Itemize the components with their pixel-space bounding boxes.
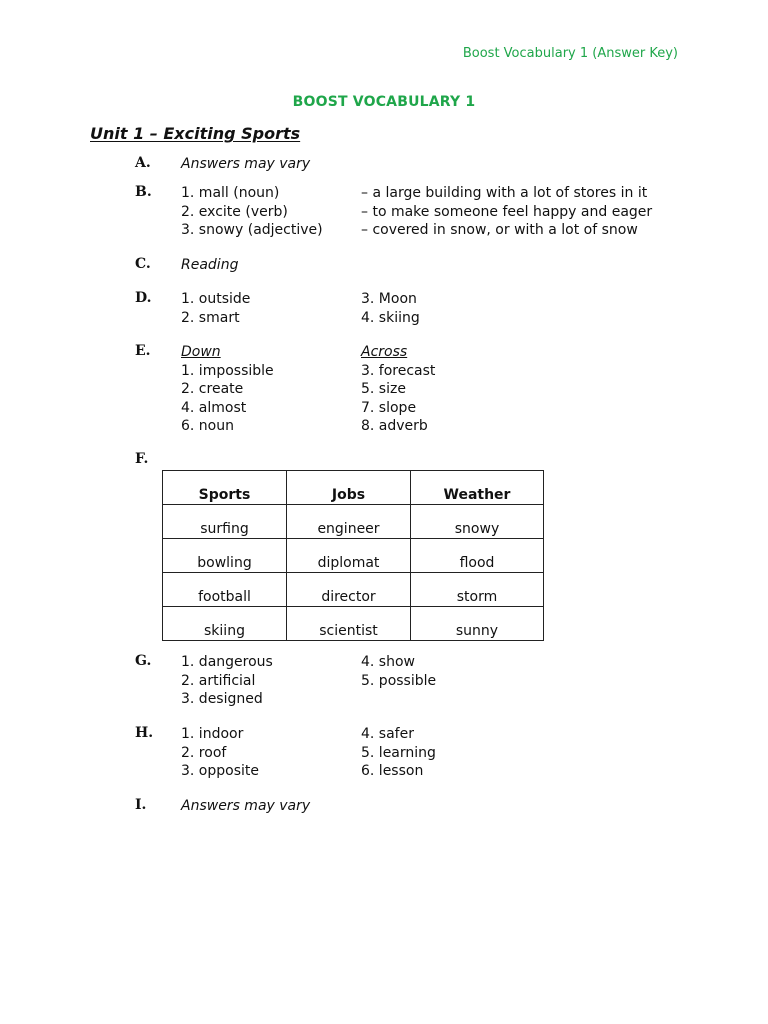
section-letter-d: D. [135, 290, 152, 306]
table-row [163, 607, 544, 641]
table-cell: snowy [411, 505, 544, 539]
section-letter-b: B. [135, 184, 152, 200]
section-d-answer: 1. outside [181, 291, 251, 307]
down-answer: 2. create [181, 381, 244, 398]
section-b-definition: – to make someone feel happy and eager [361, 203, 653, 220]
section-letter-a: A. [135, 155, 151, 171]
table-cell: storm [411, 573, 544, 607]
section-letter-i: I. [135, 797, 147, 813]
table-header-jobs: Jobs [287, 471, 411, 505]
across-answer: 3. forecast [361, 362, 436, 379]
unit-title: Unit 1 – Exciting Sports [90, 124, 301, 143]
table-cell: diplomat [287, 539, 411, 573]
category-table [162, 470, 544, 641]
section-g-answer: 2. artificial [181, 672, 256, 689]
table-row [163, 539, 544, 573]
section-letter-e: E. [135, 343, 151, 359]
across-answer: 7. slope [361, 399, 417, 416]
table-row [163, 505, 544, 539]
table-header-row [163, 471, 544, 505]
section-h-answer: 2. roof [181, 744, 227, 761]
section-h-answer: 6. lesson [361, 763, 424, 780]
section-b-word: 3. snowy (adjective) [181, 222, 323, 239]
section-d-answer: 2. smart [181, 309, 240, 326]
section-letter-h: H. [135, 725, 154, 741]
running-head: Boost Vocabulary 1 (Answer Key) [462, 46, 678, 61]
table-cell: football [163, 573, 287, 607]
table-header-weather: Weather [411, 471, 544, 505]
table-cell: surfing [163, 505, 287, 539]
table-cell: director [287, 573, 411, 607]
section-b-definition: – covered in snow, or with a lot of snow [361, 222, 638, 239]
section-letter-c: C. [135, 256, 151, 272]
section-g-answer: 4. show [361, 654, 415, 670]
section-h-answer: 5. learning [361, 744, 436, 761]
section-i-answer: Answers may vary [181, 798, 311, 814]
section-d-answer: 3. Moon [361, 291, 417, 307]
section-g-answer: 3. designed [181, 691, 263, 708]
table-row [163, 573, 544, 607]
section-g-answer: 5. possible [361, 672, 437, 689]
section-letter-g: G. [135, 653, 152, 669]
down-answer: 4. almost [181, 399, 247, 416]
section-d-answer: 4. skiing [361, 309, 420, 326]
section-h-answer: 4. safer [361, 726, 414, 742]
down-answer: 1. impossible [181, 362, 274, 379]
table-cell: scientist [287, 607, 411, 641]
table-cell: engineer [287, 505, 411, 539]
table-header-sports: Sports [163, 471, 287, 505]
section-h-answer: 3. opposite [181, 763, 259, 780]
section-letter-f: F. [135, 451, 149, 467]
table-cell: skiing [163, 607, 287, 641]
section-h-answer: 1. indoor [181, 726, 244, 742]
table-cell: sunny [411, 607, 544, 641]
table-cell: flood [411, 539, 544, 573]
page-title: BOOST VOCABULARY 1 [292, 94, 476, 110]
section-a-answer: Answers may vary [181, 156, 311, 172]
section-b-word: 1. mall (noun) [181, 185, 280, 201]
section-b-definition: – a large building with a lot of stores in it [361, 185, 648, 201]
across-heading: Across [361, 344, 408, 360]
across-answer: 5. size [361, 381, 406, 398]
across-answer: 8. adverb [361, 418, 428, 435]
section-b-word: 2. excite (verb) [181, 203, 288, 220]
section-g-answer: 1. dangerous [181, 654, 273, 670]
section-c-answer: Reading [181, 257, 239, 273]
down-heading: Down [181, 344, 221, 360]
table-cell: bowling [163, 539, 287, 573]
down-answer: 6. noun [181, 418, 234, 435]
